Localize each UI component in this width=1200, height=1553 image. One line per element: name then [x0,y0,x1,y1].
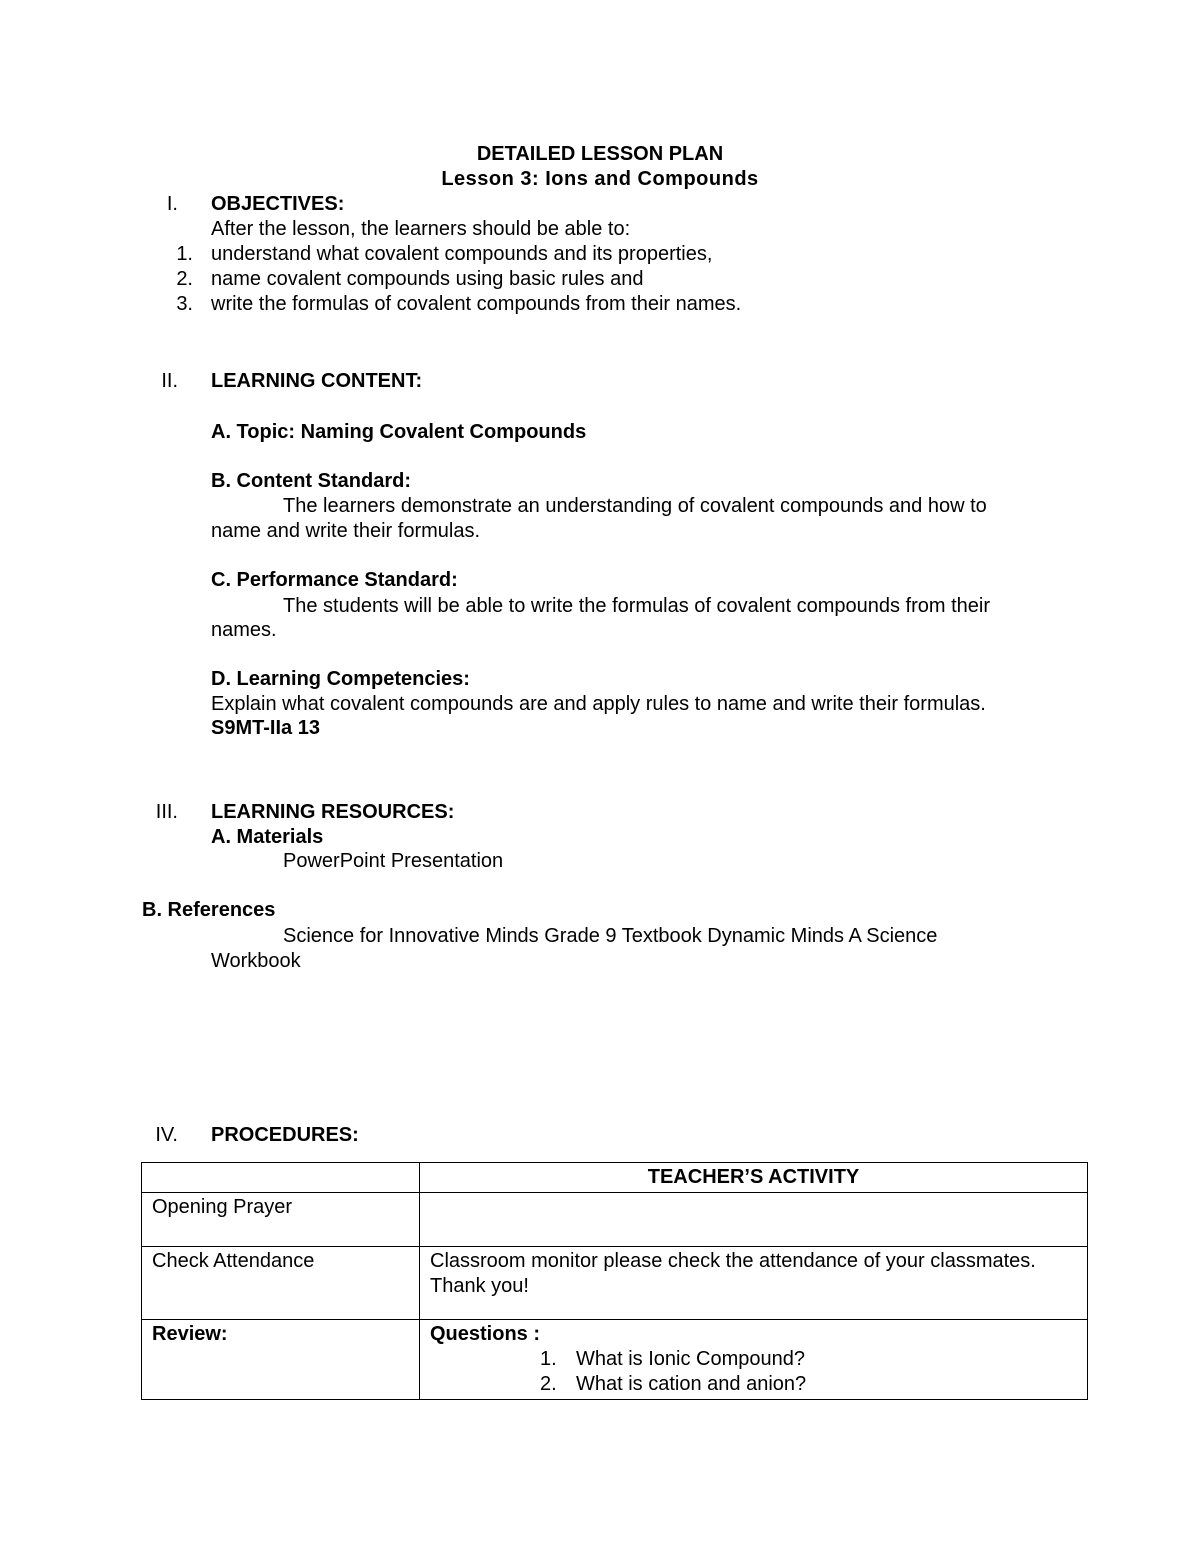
opening-prayer-activity-cell [420,1193,1088,1247]
materials-label: A. Materials [211,826,324,848]
competencies-text: Explain what covalent compounds are and apply rules to name and write their formulas. [211,693,986,715]
questions-list [430,1347,1077,1397]
section-numeral-procedures: IV. [155,1124,178,1146]
objectives-intro: After the lesson, the learners should be able to: [211,218,631,240]
objectives-heading: OBJECTIVES: [211,193,345,215]
table-row [142,1193,1088,1247]
objective-item: name covalent compounds using basic rules and [211,268,644,290]
references-line2: Workbook [211,950,301,972]
performance-standard-label: C. Performance Standard: [211,569,458,591]
section-numeral-resources: III. [155,801,178,823]
procedures-table [141,1162,1088,1400]
list-item [430,1347,1077,1372]
table-header-empty-cell [142,1163,420,1193]
objective-number: 3. [176,293,193,315]
competency-code: S9MT-IIa 13 [211,717,320,739]
question-text: What is Ionic Compound? [576,1348,806,1370]
objective-item: write the formulas of covalent compounds from their names. [211,293,742,315]
objective-number: 2. [176,268,193,290]
procedures-heading: PROCEDURES: [211,1124,359,1146]
content-standard-label: B. Content Standard: [211,470,411,492]
check-attendance-activity-cell: Classroom monitor please check the attendance of your classmates. Thank you! [420,1247,1088,1320]
question-number: 1. [540,1348,557,1370]
objective-number: 1. [176,243,193,265]
references-label: B. References [142,899,276,921]
materials-value: PowerPoint Presentation [283,850,504,872]
table-header-row [142,1163,1088,1193]
review-cell: Review: [142,1320,420,1400]
check-attendance-cell: Check Attendance [142,1247,420,1320]
content-standard-line2: name and write their formulas. [211,520,481,542]
lesson-subtitle: Lesson 3: Ions and Compounds [441,168,759,190]
question-number: 2. [540,1373,557,1395]
performance-standard-line1: The students will be able to write the formulas of covalent compounds from their [283,595,991,617]
teachers-activity-header: TEACHER’S ACTIVITY [420,1163,1088,1193]
review-activity-cell [420,1320,1088,1400]
references-line1: Science for Innovative Minds Grade 9 Textbook Dynamic Minds A Science [283,925,938,947]
objective-item: understand what covalent compounds and its properties, [211,243,713,265]
question-text: What is cation and anion? [576,1373,807,1395]
competencies-label: D. Learning Competencies: [211,668,470,690]
topic: A. Topic: Naming Covalent Compounds [211,421,587,443]
opening-prayer-cell: Opening Prayer [142,1193,420,1247]
section-numeral-objectives: I. [166,193,178,215]
learning-resources-heading: LEARNING RESOURCES: [211,801,455,823]
learning-content-heading: LEARNING CONTENT: [211,370,423,392]
questions-label: Questions : [430,1323,541,1345]
performance-standard-line2: names. [211,619,277,641]
table-row [142,1320,1088,1400]
section-numeral-content: II. [161,370,178,392]
table-row [142,1247,1088,1320]
content-standard-line1: The learners demonstrate an understanding of covalent compounds and how to [283,495,987,517]
document-title: DETAILED LESSON PLAN [476,143,724,165]
list-item [430,1372,1077,1397]
